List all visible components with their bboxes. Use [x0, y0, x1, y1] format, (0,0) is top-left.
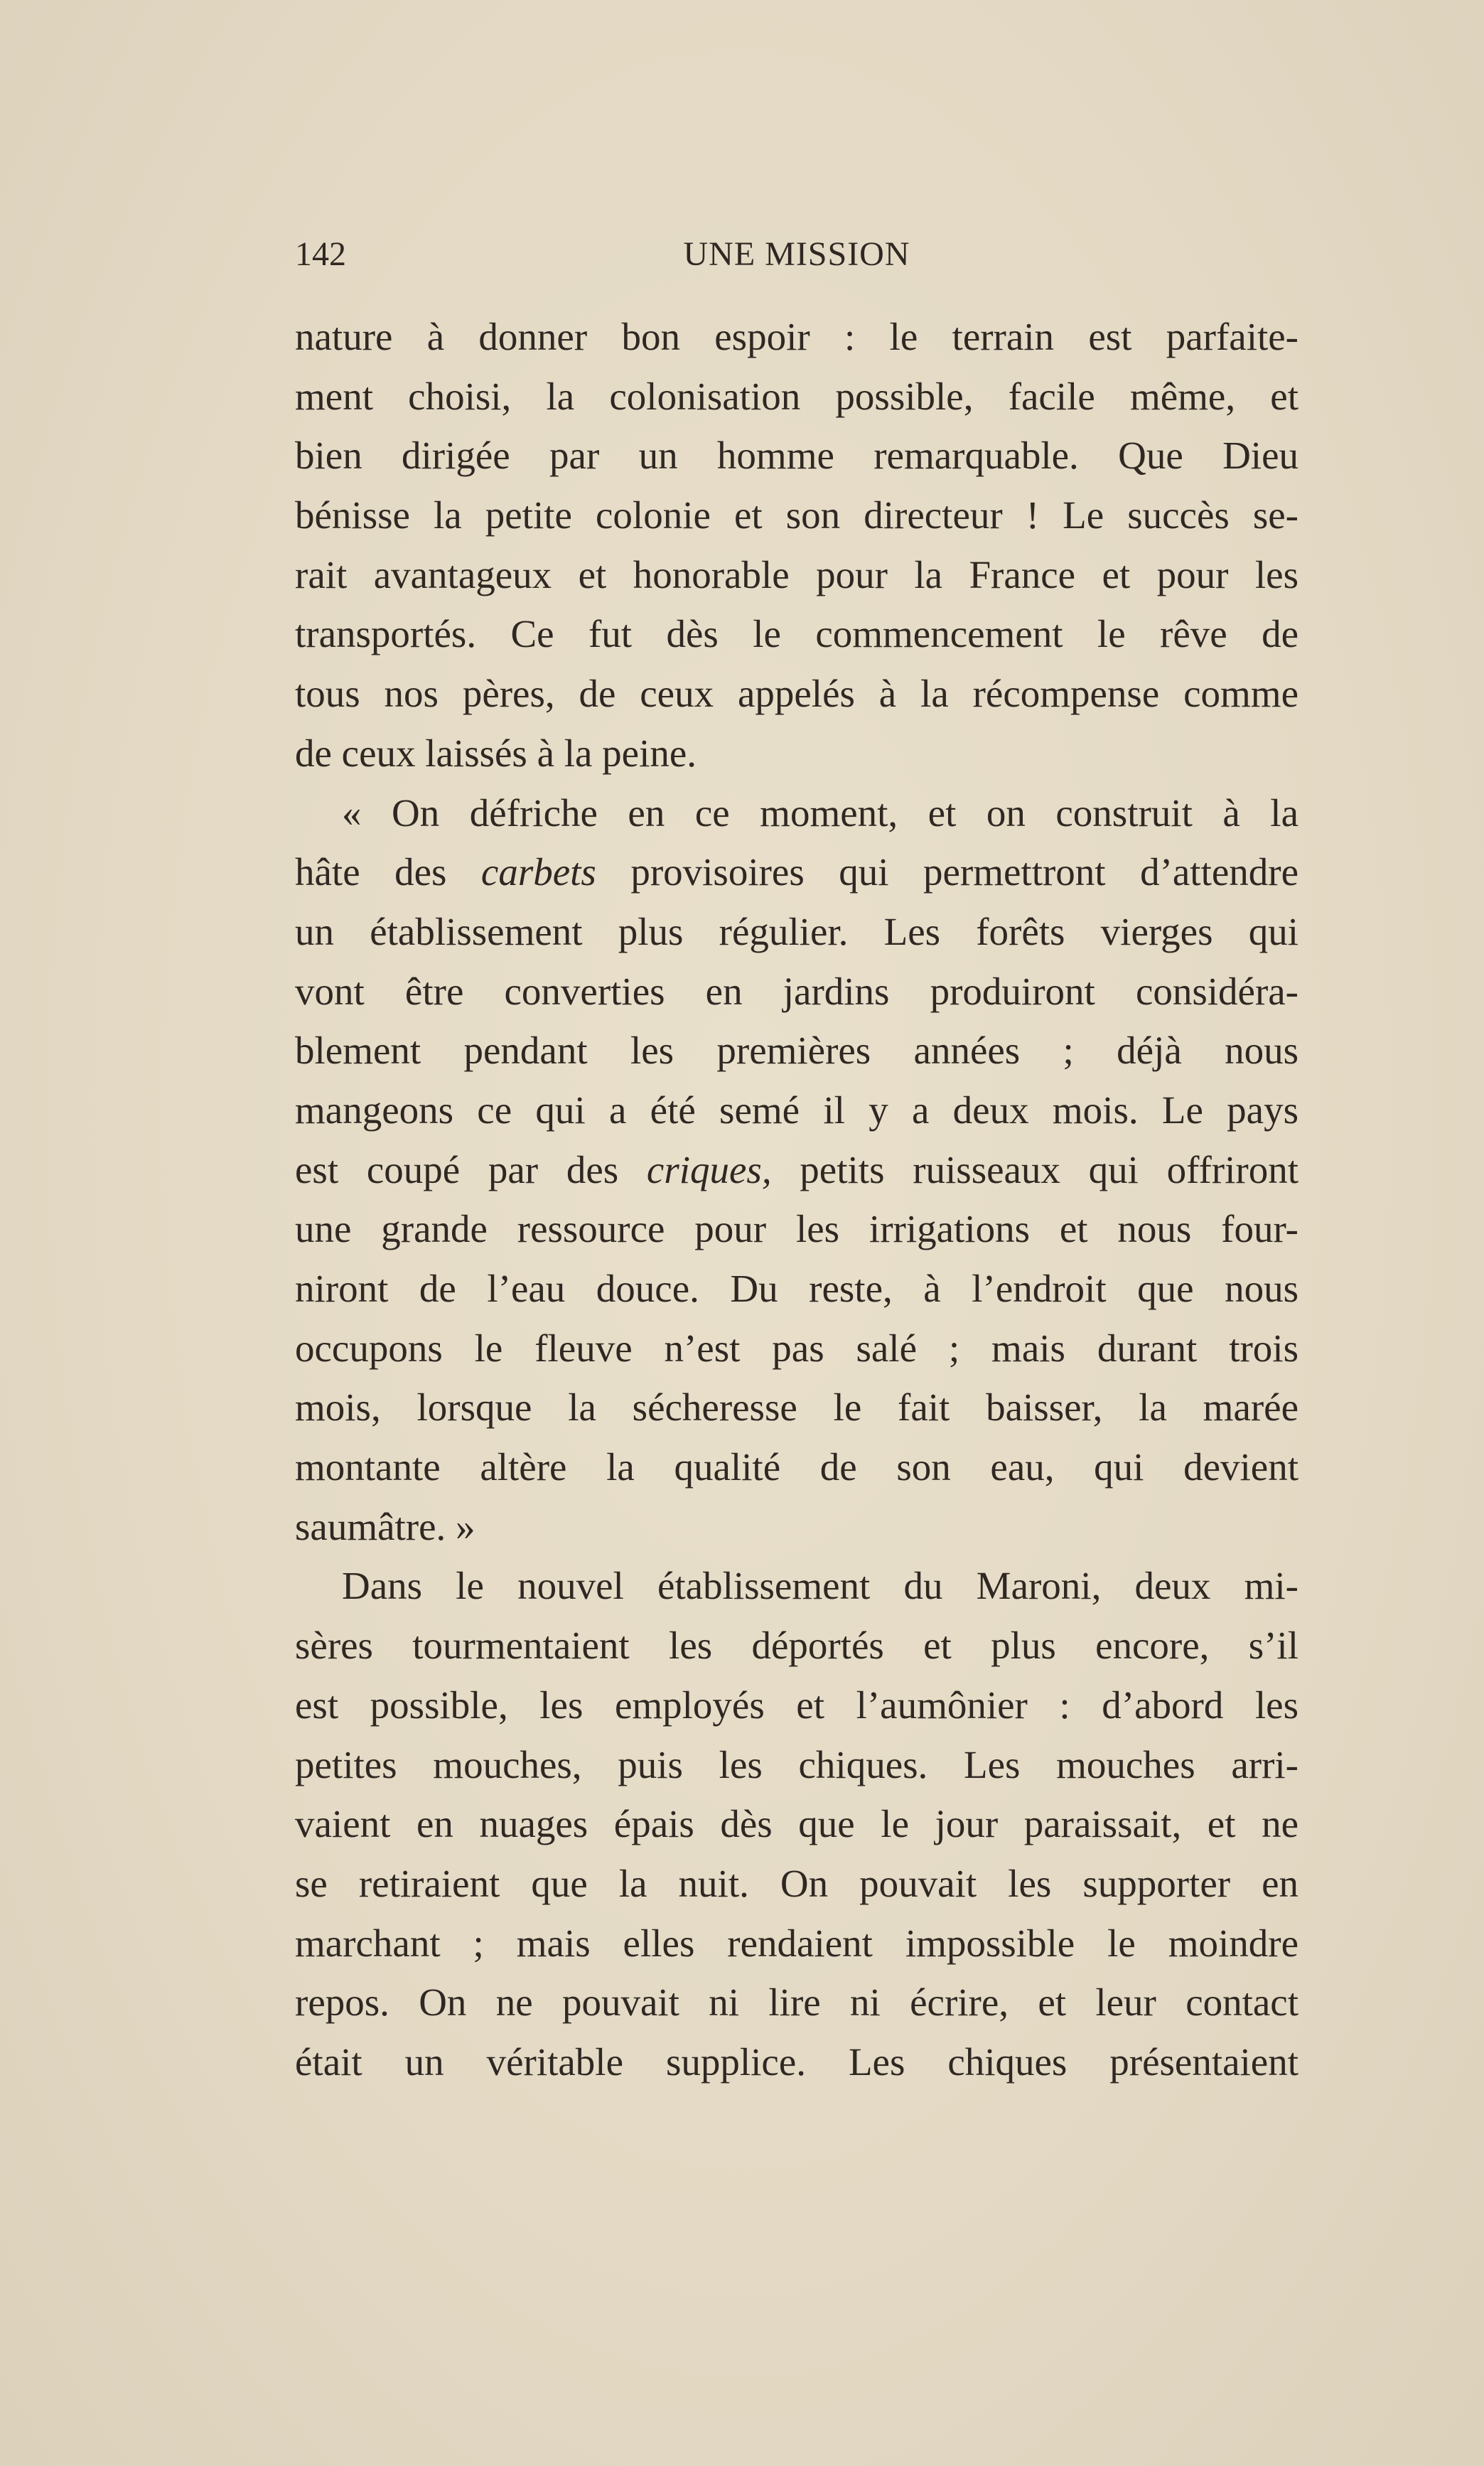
paragraph — [295, 783, 1298, 1557]
text-line — [295, 1794, 1298, 1854]
text-line — [295, 1378, 1298, 1437]
text-line — [295, 1556, 1298, 1616]
text-line — [295, 367, 1298, 427]
text-run: une grande ressource pour les irrigations et nous four- — [295, 1207, 1298, 1251]
text-line — [295, 842, 1298, 902]
text-run: tous nos pères, de ceux appelés à la récompense comme — [295, 672, 1298, 716]
text-run: est coupé par des — [295, 1147, 647, 1191]
page-header — [295, 235, 1298, 284]
text-line — [295, 426, 1298, 486]
text-line — [295, 2032, 1298, 2092]
text-line — [295, 783, 1298, 843]
text-line — [295, 1914, 1298, 1973]
text-run: mois, lorsque la sécheresse le fait baisser, la marée — [295, 1385, 1298, 1430]
text-run: « On défriche en ce moment, et on construit à la — [342, 790, 1298, 835]
text-run: bénisse la petite colonie et son directeur ! Le succès se- — [295, 493, 1298, 537]
text-line — [295, 1735, 1298, 1795]
text-run: rait avantageux et honorable pour la France et pour les — [295, 552, 1298, 596]
text-line — [295, 486, 1298, 545]
text-run: repos. On ne pouvait ni lire ni écrire, et leur contact — [295, 1980, 1298, 2025]
text-run: est possible, les employés et l’aumônier : d’abord les — [295, 1683, 1298, 1727]
text-run: bien dirigée par un homme remarquable. Que Dieu — [295, 434, 1298, 478]
text-line — [295, 1319, 1298, 1378]
text-line — [295, 604, 1298, 664]
text-run: hâte des — [295, 850, 481, 894]
text-run: petites mouches, puis les chiques. Les mouches arri- — [295, 1742, 1298, 1786]
text-run: nature à donner bon espoir : le terrain est parfaite- — [295, 315, 1298, 358]
text-run: un établissement plus régulier. Les forêts vierges qui — [295, 909, 1298, 953]
text-run: sères tourmentaient les déportés et plus encore, s’il — [295, 1624, 1298, 1668]
text-run: vaient en nuages épais dès que le jour paraissait, et ne — [295, 1802, 1298, 1846]
text-run: provisoires qui permettront d’attendre — [596, 850, 1298, 894]
text-line — [295, 1973, 1298, 2032]
text-line — [295, 1437, 1298, 1497]
text-line — [295, 545, 1298, 605]
text-line — [295, 962, 1298, 1022]
text-run: saumâtre. » — [295, 1504, 475, 1548]
text-run: mangeons ce qui a été semé il y a deux mois. Le pays — [295, 1088, 1298, 1132]
text-line — [295, 1497, 1298, 1557]
text-line — [295, 1140, 1298, 1200]
paragraph — [295, 1556, 1298, 2091]
text-run: se retiraient que la nuit. On pouvait les supporter en — [295, 1861, 1298, 1905]
text-run: vont être converties en jardins produiront considéra- — [295, 969, 1298, 1013]
text-run: ment choisi, la colonisation possible, facile même, et — [295, 374, 1298, 418]
text-run: transportés. Ce fut dès le commencement le rêve de — [295, 612, 1298, 656]
text-line — [295, 1616, 1298, 1676]
text-line — [295, 1676, 1298, 1735]
paragraph — [295, 307, 1298, 783]
text-run: de ceux laissés à la peine. — [295, 731, 697, 775]
text-run: occupons le fleuve n’est pas salé ; mais durant trois — [295, 1326, 1298, 1370]
text-line — [295, 1021, 1298, 1081]
text-run: blement pendant les premières années ; déjà nous — [295, 1029, 1298, 1073]
running-title: UNE MISSION — [683, 235, 910, 273]
text-run: marchant ; mais elles rendaient impossible le moindre — [295, 1921, 1298, 1965]
page-number: 142 — [295, 235, 346, 273]
text-run: montante altère la qualité de son eau, qui devient — [295, 1445, 1298, 1489]
text-line — [295, 1081, 1298, 1140]
text-run: petits ruisseaux qui offriront — [771, 1147, 1299, 1191]
italic-term: carbets — [480, 850, 596, 894]
text-line — [295, 902, 1298, 962]
text-line — [295, 1854, 1298, 1914]
text-line — [295, 1199, 1298, 1259]
text-line — [295, 664, 1298, 724]
text-line — [295, 307, 1298, 367]
italic-term: criques, — [646, 1147, 772, 1191]
text-line — [295, 1259, 1298, 1319]
text-run: Dans le nouvel établissement du Maroni, deux mi- — [342, 1564, 1298, 1608]
text-line — [295, 724, 1298, 783]
text-run: niront de l’eau douce. Du reste, à l’endroit que nous — [295, 1267, 1298, 1310]
body-text — [295, 307, 1298, 2092]
text-run: était un véritable supplice. Les chiques présentaient — [295, 2039, 1298, 2084]
